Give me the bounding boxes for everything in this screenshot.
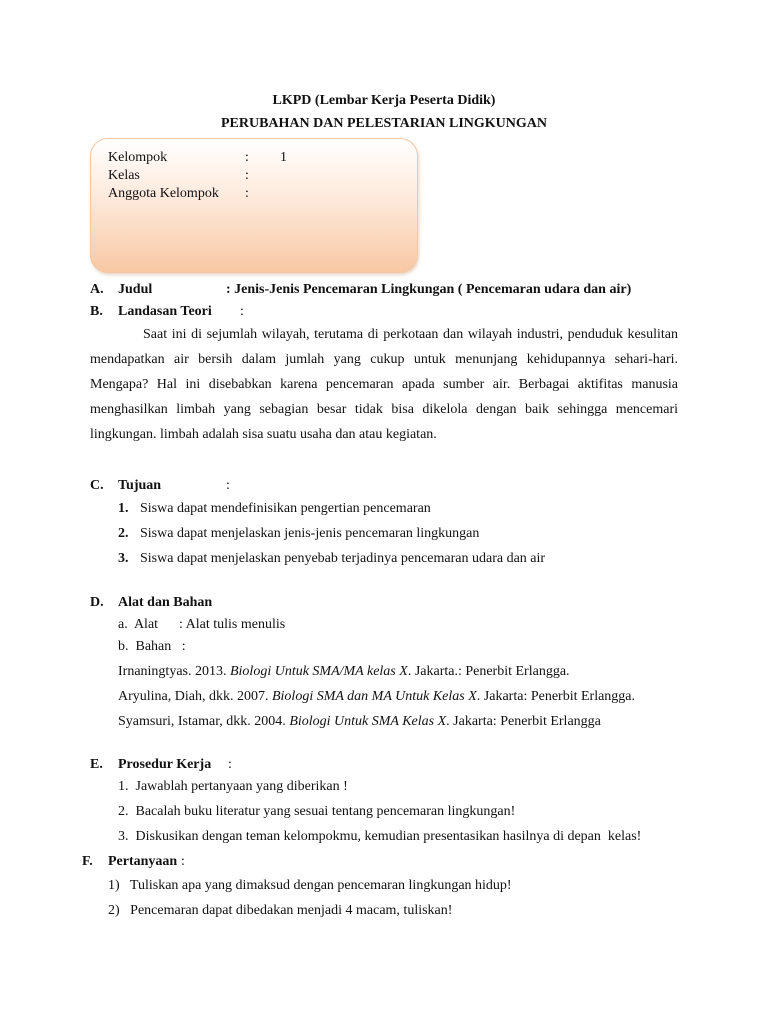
list-item: Siswa dapat mendefinisikan pengertian pencemaran	[140, 501, 431, 516]
list-item: 2) Pencemaran dapat dibedakan menjadi 4 macam, tuliskan!	[108, 903, 453, 918]
list-number: 1.	[118, 501, 129, 516]
colon: :	[226, 478, 230, 493]
section-d-label: Alat dan Bahan	[118, 595, 213, 610]
ref-publisher: . Jakarta: Penerbit Erlangga.	[476, 689, 636, 704]
ref-publisher: . Jakarta: Penerbit Erlangga	[446, 714, 601, 729]
section-e-label: Prosedur Kerja	[118, 757, 212, 772]
document-subtitle: PERUBAHAN DAN PELESTARIAN LINGKUNGAN	[220, 116, 548, 131]
reference	[118, 714, 601, 730]
colon: :	[245, 150, 249, 165]
alat-line: a. Alat : Alat tulis menulis	[118, 617, 286, 632]
ref-publisher: . Jakarta.: Penerbit Erlangga.	[407, 664, 570, 679]
section-f-marker: F.	[82, 854, 93, 869]
ref-author: Syamsuri, Istamar, dkk. 2004.	[118, 714, 290, 729]
ref-title: Biologi Untuk SMA Kelas X	[289, 714, 447, 729]
identity-label-anggota: Anggota Kelompok	[108, 186, 219, 201]
section-e-marker: E.	[90, 757, 103, 772]
section-a-label: Judul	[118, 282, 153, 297]
section-f-label: Pertanyaan	[108, 854, 178, 869]
ref-author: Irnaningtyas. 2013.	[118, 664, 230, 679]
document-title: LKPD (Lembar Kerja Peserta Didik)	[272, 93, 496, 108]
bahan-line: b. Bahan :	[118, 639, 186, 654]
colon: :	[228, 757, 232, 772]
reference	[118, 689, 635, 705]
list-item: 1) Tuliskan apa yang dimaksud dengan pencemaran lingkungan hidup!	[108, 878, 512, 893]
colon: :	[181, 854, 185, 869]
list-item: Siswa dapat menjelaskan jenis-jenis pencemaran lingkungan	[140, 526, 480, 541]
section-a-value: : Jenis-Jenis Pencemaran Lingkungan ( Pencemaran udara dan air)	[226, 282, 632, 297]
section-c-label: Tujuan	[118, 478, 162, 493]
section-c-marker: C.	[90, 478, 104, 493]
identity-value-kelompok: 1	[280, 150, 287, 165]
section-a-marker: A.	[90, 282, 104, 297]
colon: :	[245, 186, 249, 201]
list-item: 1. Jawablah pertanyaan yang diberikan !	[118, 779, 348, 794]
section-d-marker: D.	[90, 595, 104, 610]
reference	[118, 664, 570, 680]
list-item: 2. Bacalah buku literatur yang sesuai tentang pencemaran lingkungan!	[118, 804, 516, 819]
list-number: 3.	[118, 551, 129, 566]
list-item: Siswa dapat menjelaskan penyebab terjadinya pencemaran udara dan air	[140, 551, 546, 566]
list-item: 3. Diskusikan dengan teman kelompokmu, kemudian presentasikan hasilnya di depan kelas!	[118, 829, 642, 844]
colon: :	[245, 168, 249, 183]
ref-title: Biologi Untuk SMA/MA kelas X	[229, 664, 408, 679]
section-b-marker: B.	[90, 304, 103, 319]
identity-label-kelas: Kelas	[108, 168, 140, 183]
section-b-label: Landasan Teori	[118, 304, 212, 319]
list-number: 2.	[118, 526, 129, 541]
ref-author: Aryulina, Diah, dkk. 2007.	[118, 689, 272, 704]
identity-label-kelompok: Kelompok	[108, 150, 168, 165]
ref-title: Biologi SMA dan MA Untuk Kelas X	[271, 689, 477, 704]
section-b-paragraph: Saat ini di sejumlah wilayah, terutama di perkotaan dan wilayah industri, penduduk kesulitan mendapatkan air bersih dalam jumlah yang cukup untuk menunjang kehidupannya sehari-hari. Mengapa? Hal ini disebabkan karena pencemaran apada sumber air. Berbagai aktifitas manusia menghasilkan limbah yang sebagian besar tidak bisa dikelola dengan baik sehingga mencemari lingkungan. limbah adalah sisa suatu usaha dan atau kegiatan.	[90, 327, 678, 442]
colon: :	[240, 304, 244, 319]
